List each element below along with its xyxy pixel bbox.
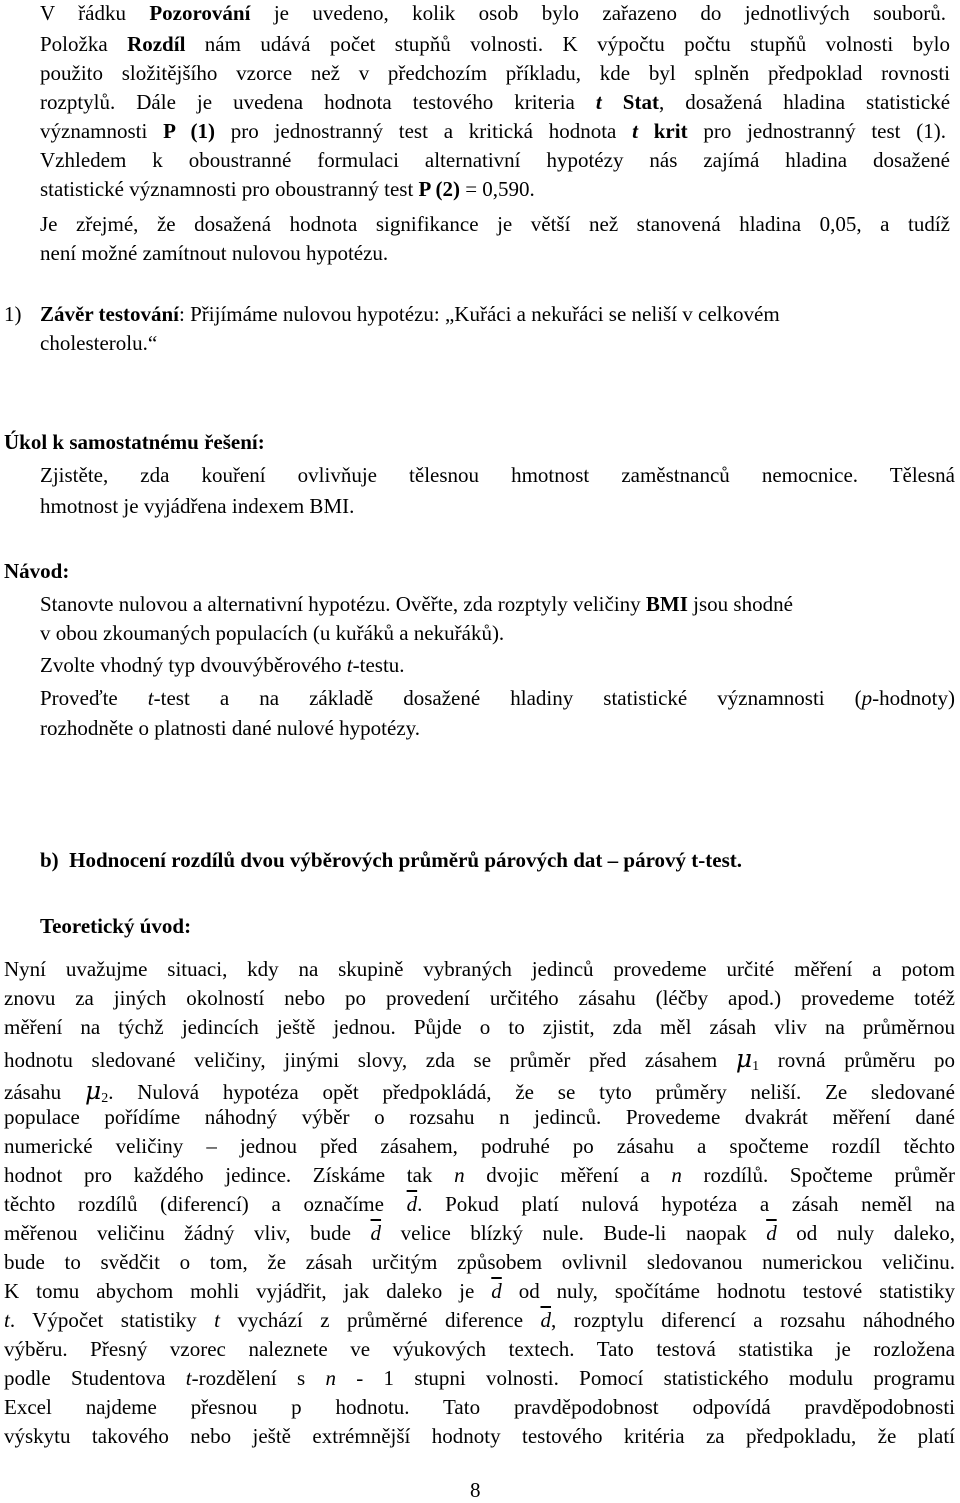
guide-line-2: v obou zkoumaných populacích (u kuřáků a nekuřáků). bbox=[40, 621, 505, 645]
guide-line-1 bbox=[40, 594, 793, 615]
symbol-t: t bbox=[346, 653, 353, 677]
symbol-d-bar: $\overline{d}$ bbox=[406, 1192, 418, 1216]
intro-line-2: znovu za jiných okolností nebo po provedení určitého zásahu (léčby apod.) provedeme totéž bbox=[4, 986, 955, 1010]
symbol-t: t bbox=[632, 119, 638, 143]
symbol-p: p bbox=[861, 686, 873, 710]
symbol-t: t bbox=[214, 1308, 220, 1332]
text-run: od nuly, spočítáme hodnotu testové statistiky bbox=[501, 1279, 956, 1303]
term-rozdil: Rozdíl bbox=[127, 32, 186, 56]
paragraph-1-line-4 bbox=[40, 92, 950, 113]
intro-heading: Teoretický úvod: bbox=[40, 914, 192, 938]
intro-line-7: numerické veličiny – jednou před zásahem, podruhé po zásahu a spočteme rozdíl těchto bbox=[4, 1134, 955, 1158]
text-run: Položka bbox=[40, 32, 128, 56]
intro-line-1: Nyní uvažujme situaci, kdy na skupině vybraných jedinců provedeme určité měření a potom bbox=[4, 957, 955, 981]
text-run: -hodnoty) bbox=[872, 686, 955, 710]
text-run: dvojic měření a bbox=[464, 1163, 672, 1187]
term-bmi: BMI bbox=[645, 592, 688, 616]
guide-line-5: rozhodněte o platnosti dané nulové hypotézy. bbox=[40, 716, 421, 740]
intro-line-14: výběru. Přesný vzorec naleznete ve výukových textech. Tato testová statistika je rozložena bbox=[4, 1337, 955, 1361]
text-run: je uvedeno, kolik osob bylo zařazeno do jednotlivých souborů. bbox=[250, 1, 946, 25]
term-krit: krit bbox=[653, 119, 688, 143]
intro-line-8 bbox=[4, 1165, 955, 1186]
intro-line-16: Excel najdeme přesnou p hodnotu. Tato pravděpodobnost odpovídá pravděpodobnosti bbox=[4, 1395, 955, 1419]
text-run: rozdílů. Spočteme průměr bbox=[681, 1163, 956, 1187]
text-run: , rozptylu diferencí a rozsahu náhodného bbox=[551, 1308, 955, 1332]
text-run: jsou shodné bbox=[687, 592, 793, 616]
text-run: . Pokud platí nulová hypotéza a zásah neměl na bbox=[417, 1192, 956, 1216]
paragraph-1-line-6 bbox=[40, 150, 950, 171]
text-run: pro jednostranný test a kritická hodnota bbox=[215, 119, 633, 143]
text-run: velice blízký nule. Bude-li naopak bbox=[381, 1221, 767, 1245]
text-run: -rozdělení s bbox=[191, 1366, 326, 1390]
symbol-d-bar: $\overline{d}$ bbox=[766, 1221, 777, 1245]
guide-heading: Návod: bbox=[4, 559, 70, 583]
text-run: - 1 stupni volnosti. Pomocí statistického modulu programu bbox=[335, 1366, 955, 1390]
term-pozorovani: Pozorování bbox=[149, 1, 251, 25]
guide-line-4 bbox=[40, 688, 955, 709]
text-run: hodnot pro každého jedince. Získáme tak bbox=[4, 1163, 455, 1187]
intro-line-4 bbox=[4, 1046, 955, 1074]
text-run: . Nulová hypotéza opět předpokládá, že se tyto průměry neliší. Ze sledované bbox=[108, 1080, 955, 1104]
text-run: . Výpočet statistiky bbox=[9, 1308, 215, 1332]
text-run: -test a na základě dosažené hladiny statistické významnosti ( bbox=[153, 686, 862, 710]
symbol-n: n bbox=[671, 1163, 682, 1187]
intro-line-17: výskytu takového nebo ještě extrémnější hodnoty testového kritéria za předpokladu, že platí bbox=[4, 1424, 955, 1448]
text-run: od nuly daleko, bbox=[776, 1221, 955, 1245]
intro-line-15 bbox=[4, 1368, 955, 1389]
conclusion-label: Závěr testování bbox=[40, 302, 180, 326]
conclusion-line-1 bbox=[40, 304, 780, 325]
symbol-d-bar: $\overline{d}$ bbox=[370, 1221, 382, 1245]
text-run bbox=[602, 90, 623, 114]
symbol-n: n bbox=[325, 1366, 336, 1390]
text-run: -testu. bbox=[352, 653, 405, 677]
conclusion-number: 1) bbox=[4, 302, 22, 326]
text-run: vychází z průměrné diference bbox=[219, 1308, 541, 1332]
text-run: významnosti bbox=[40, 119, 164, 143]
paragraph-1-line-3 bbox=[40, 63, 950, 84]
symbol-mu: μ bbox=[735, 1044, 753, 1073]
text-run: Zvolte vhodný typ dvouvýběrového bbox=[40, 653, 347, 677]
symbol-t: t bbox=[595, 90, 602, 114]
term-stat: Stat bbox=[622, 90, 659, 114]
term-p2: P (2) bbox=[418, 177, 460, 201]
paragraph-1-line-7 bbox=[40, 179, 535, 200]
text-run: Vzhledem k oboustranné formulaci alternativní hypotézy nás zajímá hladina dosažené bbox=[40, 148, 950, 172]
subscript-2: 2 bbox=[101, 1091, 109, 1106]
intro-line-5 bbox=[4, 1078, 955, 1106]
task-line-1: Zjistěte, zda kouření ovlivňuje tělesnou hmotnost zaměstnanců nemocnice. Tělesná bbox=[40, 463, 955, 487]
conclusion-line-2: cholesterolu.“ bbox=[40, 331, 158, 355]
intro-line-13 bbox=[4, 1310, 955, 1331]
intro-line-11: bude to svědčit o tom, že zásah určitým způsobem ovlivnil sledovanou numerickou veličinu. bbox=[4, 1250, 955, 1274]
text-run: = 0,590. bbox=[459, 177, 535, 201]
text-run: měřenou veličinu žádný vliv, bude bbox=[4, 1221, 371, 1245]
section-b-heading: b) Hodnocení rozdílů dvou výběrových průměrů párových dat – párový t-test. bbox=[40, 848, 742, 872]
text-run: V řádku bbox=[40, 1, 150, 25]
symbol-t: t bbox=[185, 1366, 192, 1390]
text-run: , dosažená hladina statistické bbox=[658, 90, 951, 114]
intro-line-9 bbox=[4, 1194, 955, 1215]
symbol-t: t bbox=[4, 1308, 10, 1332]
paragraph-1-line-1 bbox=[40, 3, 946, 24]
text-run: Proveďte bbox=[40, 686, 148, 710]
text-run: podle Studentova bbox=[4, 1366, 186, 1390]
paragraph-1-line-5 bbox=[40, 121, 946, 142]
paragraph-2-line-2: není možné zamítnout nulovou hypotézu. bbox=[40, 241, 389, 265]
intro-line-12 bbox=[4, 1281, 955, 1302]
page-number: 8 bbox=[470, 1478, 481, 1502]
text-run: zásahu bbox=[4, 1080, 85, 1104]
intro-line-3: měření na týchž jedincích ještě jednou. Půjde o to zjistit, zda měl zásah vliv na průměrnou bbox=[4, 1015, 955, 1039]
text-run: pro jednostranný test (1). bbox=[687, 119, 946, 143]
conclusion-text: : Přijímáme nulovou hypotézu: „Kuřáci a nekuřáci se neliší v celkovém bbox=[179, 302, 780, 326]
task-line-2: hmotnost je vyjádřena indexem BMI. bbox=[40, 494, 355, 518]
text-run bbox=[638, 119, 654, 143]
text-run: rovná průměru po bbox=[759, 1048, 955, 1072]
text-run: K tomu abychom mohli vyjádřit, jak daleko je bbox=[4, 1279, 492, 1303]
symbol-d-bar: $\overline{d}$ bbox=[540, 1308, 552, 1332]
symbol-n: n bbox=[454, 1163, 465, 1187]
text-run: nám udává počet stupňů volnosti. K výpočtu počtu stupňů volnosti bylo bbox=[185, 32, 951, 56]
paragraph-2-line-1: Je zřejmé, že dosažená hodnota signifikance je větší než stanovená hladina 0,05, a tudíž bbox=[40, 212, 950, 236]
subscript-1: 1 bbox=[752, 1059, 760, 1074]
text-run: Stanovte nulovou a alternativní hypotézu. Ověřte, zda rozptyly veličiny bbox=[40, 592, 646, 616]
paragraph-1-line-2 bbox=[40, 34, 950, 55]
text-run: hodnotu sledované veličiny, jinými slovy, zda se průměr před zásahem bbox=[4, 1048, 736, 1072]
symbol-mu: μ bbox=[84, 1076, 102, 1105]
symbol-t: t bbox=[147, 686, 154, 710]
intro-line-6: populace pořídíme náhodný výběr o rozsahu n jedinců. Provedeme dvakrát měření dané bbox=[4, 1105, 955, 1129]
text-run: těchto rozdílů (diferencí) a označíme bbox=[4, 1192, 407, 1216]
guide-line-3 bbox=[40, 655, 405, 676]
text-run: rozptylů. Dále je uvedena hodnota testového kriteria bbox=[40, 90, 596, 114]
text-run: statistické významnosti pro oboustranný test bbox=[40, 177, 419, 201]
intro-line-10 bbox=[4, 1223, 955, 1244]
symbol-d-bar: $\overline{d}$ bbox=[491, 1279, 502, 1303]
text-run: použito složitějšího vzorce než v předchozím příkladu, kde byl splněn předpoklad rovnosti bbox=[40, 61, 950, 85]
task-heading: Úkol k samostatnému řešení: bbox=[4, 430, 265, 454]
term-p1: P (1) bbox=[163, 119, 216, 143]
